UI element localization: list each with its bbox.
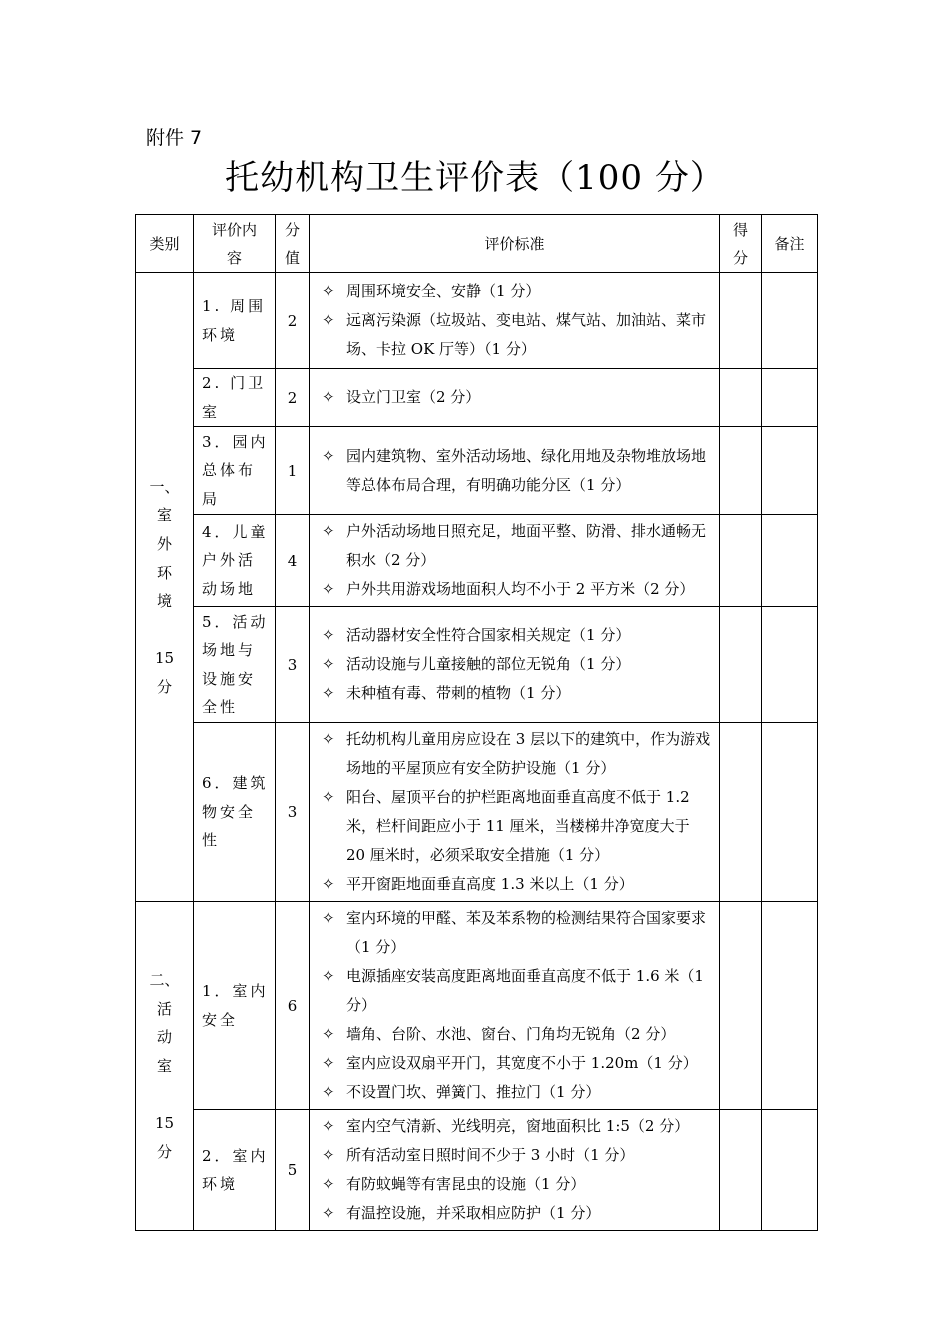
criteria-cell xyxy=(310,369,720,427)
category-label-line: 分 xyxy=(156,677,172,696)
category-cell xyxy=(136,902,194,1231)
remark-cell[interactable] xyxy=(762,902,818,1110)
criteria-item xyxy=(316,277,713,306)
criteria-item xyxy=(316,1078,713,1107)
item-name-cell: 1. 周围环境 xyxy=(194,273,276,369)
header-score: 得分 xyxy=(720,215,762,273)
criteria-cell xyxy=(310,723,720,902)
criteria-cell xyxy=(310,902,720,1110)
item-name-cell: 6．建筑物安全性 xyxy=(194,723,276,902)
diamond-bullet-icon: ✧ xyxy=(322,730,335,749)
header-remark: 备注 xyxy=(762,215,818,273)
category-label-line: 室 xyxy=(156,506,172,525)
category-label-line: 分 xyxy=(156,1142,172,1161)
criteria-text: 阳台、屋顶平台的护栏距离地面垂直高度不低于 1.2 米，栏杆间距应小于 11 厘米，当楼梯井净宽度大于 20 厘米时，必须采取安全措施（1 分） xyxy=(346,788,690,865)
diamond-bullet-icon: ✧ xyxy=(322,788,335,807)
score-input-cell[interactable] xyxy=(720,902,762,1110)
diamond-bullet-icon: ✧ xyxy=(322,580,335,599)
diamond-bullet-icon: ✧ xyxy=(322,522,335,541)
score-input-cell[interactable] xyxy=(720,607,762,723)
remark-cell[interactable] xyxy=(762,427,818,515)
criteria-list xyxy=(316,442,713,500)
category-label-line: 境 xyxy=(156,592,172,611)
points-cell: 2 xyxy=(276,273,310,369)
criteria-text: 未种植有毒、带刺的植物（1 分） xyxy=(346,684,571,703)
diamond-bullet-icon: ✧ xyxy=(322,388,335,407)
criteria-item xyxy=(316,725,713,783)
category-label-line xyxy=(145,1080,185,1109)
diamond-bullet-icon: ✧ xyxy=(322,282,335,300)
criteria-item xyxy=(316,1049,713,1078)
criteria-cell xyxy=(310,273,720,369)
score-input-cell[interactable] xyxy=(720,515,762,607)
criteria-item xyxy=(316,575,713,604)
points-cell: 2 xyxy=(276,369,310,427)
criteria-text: 室内空气清新、光线明亮，窗地面积比 1:5（2 分） xyxy=(346,1117,690,1136)
criteria-text: 户外共用游戏场地面积人均不小于 2 平方米（2 分） xyxy=(346,580,695,599)
diamond-bullet-icon: ✧ xyxy=(322,967,335,986)
table-header-row xyxy=(136,215,818,273)
table-row xyxy=(136,369,818,427)
diamond-bullet-icon: ✧ xyxy=(322,684,335,703)
score-input-cell[interactable] xyxy=(720,723,762,902)
diamond-bullet-icon: ✧ xyxy=(322,1204,335,1223)
category-label-line: 环 xyxy=(156,563,172,582)
criteria-item xyxy=(316,870,713,899)
criteria-item xyxy=(316,383,713,412)
criteria-cell xyxy=(310,1110,720,1231)
criteria-item xyxy=(316,679,713,708)
item-name-cell: 2. 门卫室 xyxy=(194,369,276,427)
criteria-text: 电源插座安装高度距离地面垂直高度不低于 1.6 米（1 分） xyxy=(346,967,704,1015)
criteria-item xyxy=(316,517,713,575)
criteria-text: 有温控设施，并采取相应防护（1 分） xyxy=(346,1204,601,1223)
criteria-item xyxy=(316,306,713,364)
criteria-text: 活动设施与儿童接触的部位无锐角（1 分） xyxy=(346,655,631,674)
remark-cell[interactable] xyxy=(762,1110,818,1231)
score-input-cell[interactable] xyxy=(720,369,762,427)
criteria-text: 户外活动场地日照充足，地面平整、防滑、排水通畅无积水（2 分） xyxy=(346,522,707,570)
remark-cell[interactable] xyxy=(762,369,818,427)
table-row xyxy=(136,723,818,902)
points-cell: 6 xyxy=(276,902,310,1110)
diamond-bullet-icon: ✧ xyxy=(322,446,335,465)
header-points: 分值 xyxy=(276,215,310,273)
category-label-line: 动 xyxy=(156,1028,172,1047)
criteria-item xyxy=(316,1112,713,1141)
table-body xyxy=(136,273,818,1231)
criteria-item xyxy=(316,1170,713,1199)
evaluation-table xyxy=(135,214,818,1231)
criteria-item xyxy=(316,1020,713,1049)
diamond-bullet-icon: ✧ xyxy=(322,626,335,645)
category-label-line: 二、 xyxy=(149,971,180,990)
criteria-text: 不设置门坎、弹簧门、推拉门（1 分） xyxy=(346,1083,601,1102)
criteria-text: 周围环境安全、安静（1 分） xyxy=(346,282,541,300)
diamond-bullet-icon: ✧ xyxy=(322,311,335,329)
category-label-line xyxy=(145,616,185,645)
remark-cell[interactable] xyxy=(762,723,818,902)
category-label-line: 15 xyxy=(154,1114,175,1133)
table-row xyxy=(136,902,818,1110)
header-content: 评价内容 xyxy=(194,215,276,273)
table-row xyxy=(136,515,818,607)
score-input-cell[interactable] xyxy=(720,273,762,369)
diamond-bullet-icon: ✧ xyxy=(322,875,335,894)
remark-cell[interactable] xyxy=(762,515,818,607)
item-name-cell: 1．室内安全 xyxy=(194,902,276,1110)
attachment-label: 附件 7 xyxy=(146,127,203,149)
item-name-cell: 3．园内总体布局 xyxy=(194,427,276,515)
criteria-cell xyxy=(310,515,720,607)
item-name-cell: 5．活动场地与设施安全性 xyxy=(194,607,276,723)
points-cell: 3 xyxy=(276,723,310,902)
table-row xyxy=(136,607,818,723)
criteria-list xyxy=(316,517,713,604)
table-row xyxy=(136,1110,818,1231)
category-label-line: 一、 xyxy=(149,477,180,496)
diamond-bullet-icon: ✧ xyxy=(322,1175,335,1194)
category-label-line: 室 xyxy=(156,1056,172,1075)
criteria-item xyxy=(316,904,713,962)
criteria-list xyxy=(316,904,713,1107)
diamond-bullet-icon: ✧ xyxy=(322,909,335,928)
remark-cell[interactable] xyxy=(762,607,818,723)
category-label-line: 外 xyxy=(156,534,172,553)
diamond-bullet-icon: ✧ xyxy=(322,655,335,674)
item-name-cell: 4．儿童户外活动场地 xyxy=(194,515,276,607)
remark-cell[interactable] xyxy=(762,273,818,369)
category-label-line: 活 xyxy=(156,999,172,1018)
criteria-text: 墙角、台阶、水池、窗台、门角均无锐角（2 分） xyxy=(346,1025,676,1044)
category-label xyxy=(145,966,185,1166)
diamond-bullet-icon: ✧ xyxy=(322,1117,335,1136)
diamond-bullet-icon: ✧ xyxy=(322,1083,335,1102)
criteria-item xyxy=(316,650,713,679)
criteria-item xyxy=(316,621,713,650)
criteria-cell xyxy=(310,427,720,515)
header-category: 类别 xyxy=(136,215,194,273)
criteria-cell xyxy=(310,607,720,723)
table-row xyxy=(136,427,818,515)
criteria-item xyxy=(316,962,713,1020)
category-label-line: 15 xyxy=(154,649,175,668)
criteria-text: 园内建筑物、室外活动场地、绿化用地及杂物堆放场地等总体布局合理，有明确功能分区（1 分） xyxy=(346,446,707,494)
criteria-list xyxy=(316,1112,713,1228)
points-cell: 5 xyxy=(276,1110,310,1231)
criteria-text: 室内环境的甲醛、苯及苯系物的检测结果符合国家要求（1 分） xyxy=(346,909,707,957)
page-title: 托幼机构卫生评价表（100 分） xyxy=(225,158,725,198)
diamond-bullet-icon: ✧ xyxy=(322,1054,335,1073)
criteria-text: 平开窗距地面垂直高度 1.3 米以上（1 分） xyxy=(346,875,634,894)
criteria-list xyxy=(316,277,713,364)
diamond-bullet-icon: ✧ xyxy=(322,1146,335,1165)
points-cell: 1 xyxy=(276,427,310,515)
criteria-list xyxy=(316,725,713,899)
header-standard: 评价标准 xyxy=(310,215,720,273)
score-input-cell[interactable] xyxy=(720,1110,762,1231)
criteria-text: 有防蚊蝇等有害昆虫的设施（1 分） xyxy=(346,1175,586,1194)
criteria-text: 室内应设双扇平开门，其宽度不小于 1.20m（1 分） xyxy=(346,1054,698,1073)
criteria-list xyxy=(316,621,713,708)
criteria-list xyxy=(316,383,713,412)
points-cell: 4 xyxy=(276,515,310,607)
points-cell: 3 xyxy=(276,607,310,723)
criteria-text: 设立门卫室（2 分） xyxy=(346,388,481,407)
category-label xyxy=(145,473,185,702)
criteria-text: 活动器材安全性符合国家相关规定（1 分） xyxy=(346,626,631,645)
item-name-cell: 2．室内环境 xyxy=(194,1110,276,1231)
criteria-item xyxy=(316,442,713,500)
criteria-item xyxy=(316,1141,713,1170)
criteria-text: 远离污染源（垃圾站、变电站、煤气站、加油站、菜市场、卡拉 OK 厅等）（1 分） xyxy=(346,311,707,358)
diamond-bullet-icon: ✧ xyxy=(322,1025,335,1044)
criteria-text: 所有活动室日照时间不少于 3 小时（1 分） xyxy=(346,1146,635,1165)
category-cell xyxy=(136,273,194,902)
criteria-text: 托幼机构儿童用房应设在 3 层以下的建筑中，作为游戏场地的平屋顶应有安全防护设施（1 分） xyxy=(346,730,711,778)
table-row xyxy=(136,273,818,369)
score-input-cell[interactable] xyxy=(720,427,762,515)
criteria-item xyxy=(316,783,713,870)
criteria-item xyxy=(316,1199,713,1228)
